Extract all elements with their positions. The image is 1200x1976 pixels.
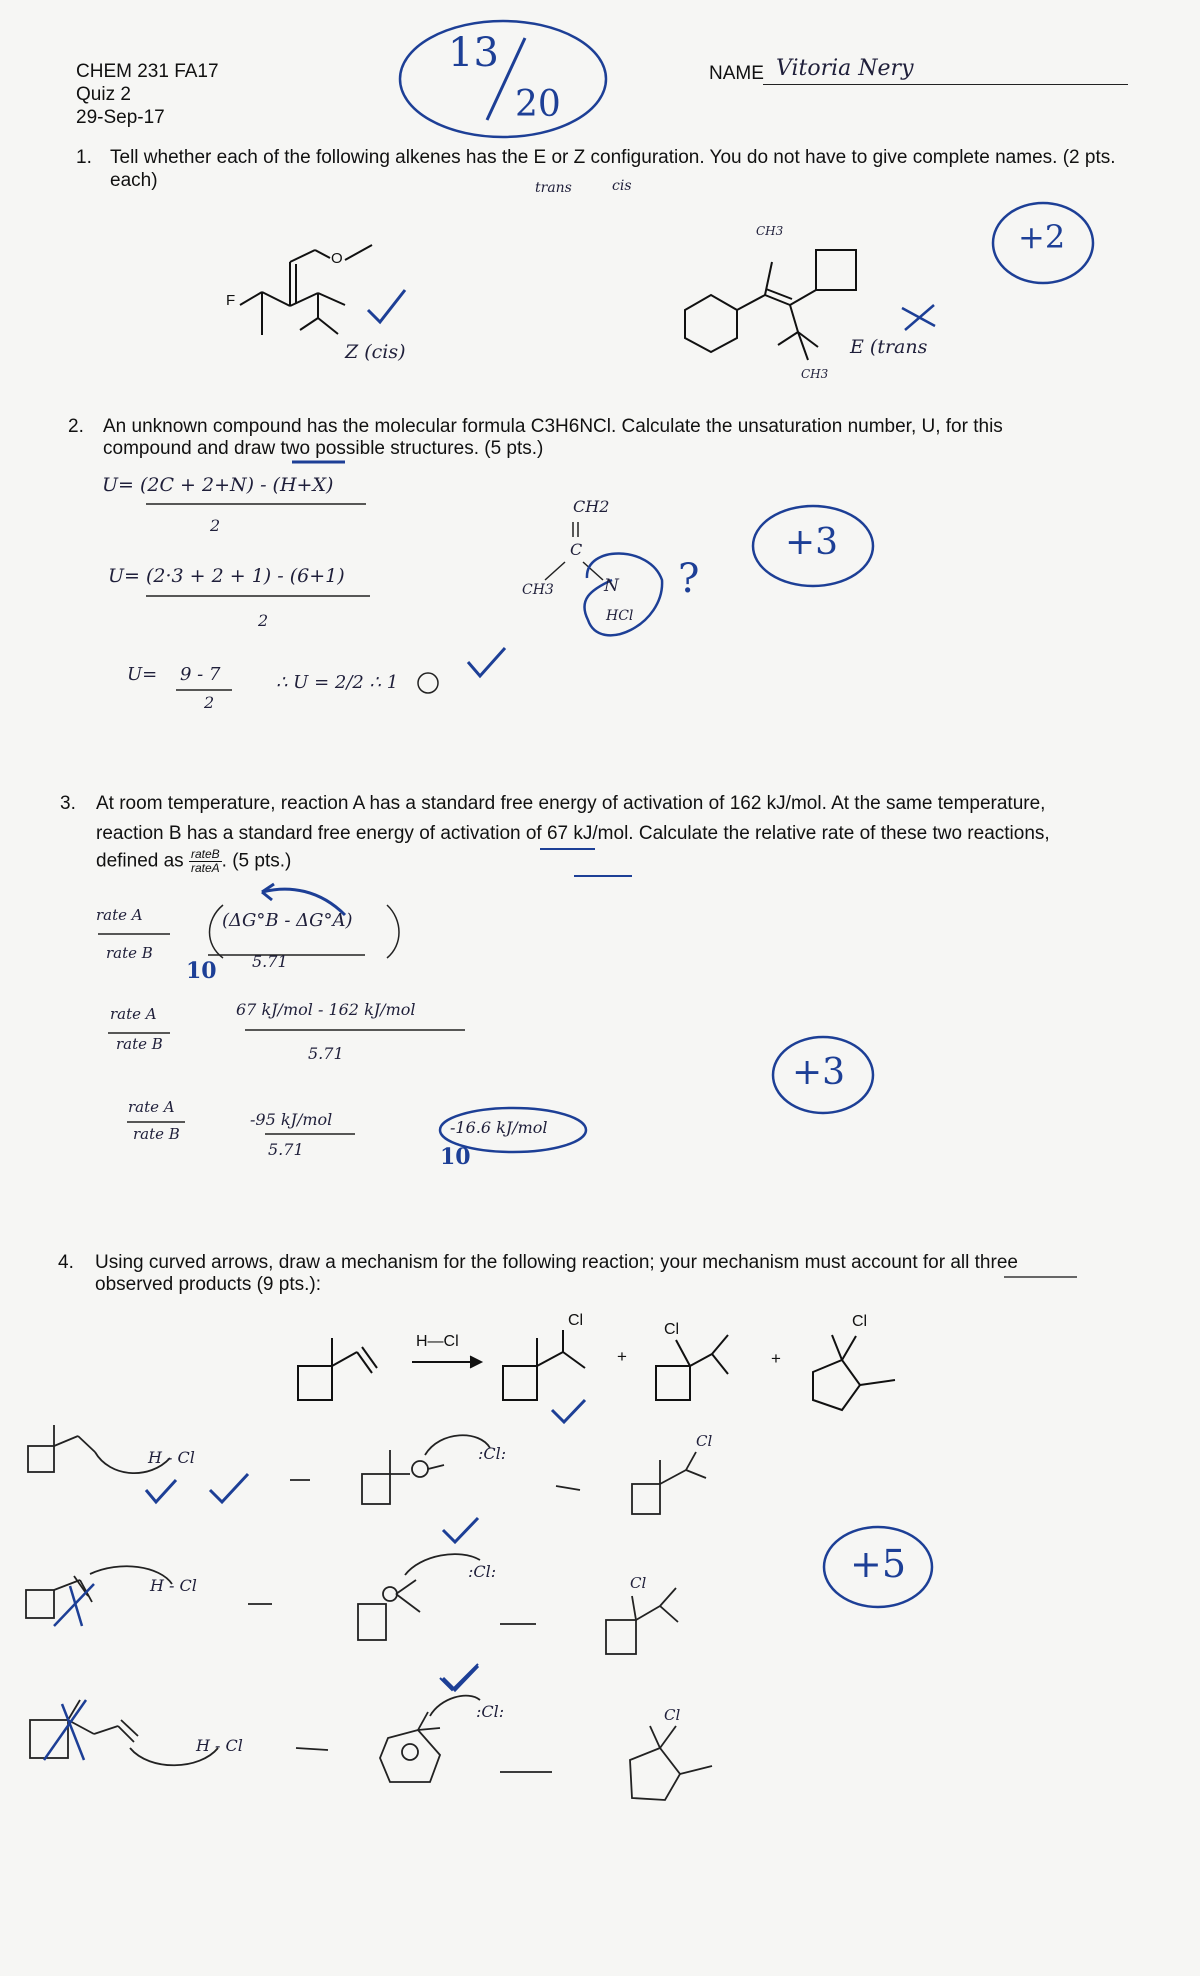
mech-row-3 [30, 1696, 712, 1800]
eq1-numerator: U= (2C + 2+N) - (H+X) [102, 474, 334, 496]
product3-cl: Cl [852, 1313, 868, 1330]
mech-row-2 [26, 1554, 678, 1654]
rate-fraction-num: rateB [190, 847, 220, 861]
eq2-numerator: U= (2·3 + 2 + 1) - (6+1) [108, 565, 345, 587]
struct-c: C [570, 540, 583, 559]
product-3 [813, 1335, 895, 1410]
plus-1: + [617, 1347, 627, 1366]
answer-q1a: Z (cis) [345, 341, 406, 363]
rate-fraction-den: rateA [190, 861, 220, 875]
w3-numerator: -95 kJ/mol [250, 1110, 333, 1129]
r1-product-cl: Cl [696, 1432, 713, 1450]
r1-hcl: H - Cl [148, 1448, 195, 1467]
check-product [552, 1400, 585, 1422]
q2-text-line2: compound and draw two possible structures. (5 pts.) [103, 438, 544, 459]
student-name: Vitoria Nery [776, 56, 914, 81]
reaction-arrow-head [470, 1356, 482, 1368]
q4-line1: Using curved arrows, draw a mechanism for the following reaction; your mechanism must account for all three [95, 1252, 1018, 1273]
answer-circle-q2 [418, 673, 438, 693]
q1-text: Tell whether each of the following alkenes has the E or Z configuration. You do not have to give complete names. (2 pts. each) [110, 147, 1116, 191]
plus-2: + [771, 1349, 781, 1368]
q3-defined-as: defined as [96, 850, 184, 872]
note-cis: cis [612, 178, 632, 194]
q3-points: . (5 pts.) [221, 850, 292, 872]
fluorine-label: F [226, 292, 236, 309]
molecule-2-skeleton [685, 250, 856, 360]
reagent-label: H—Cl [416, 1333, 459, 1350]
answer-q1b: E (trans [850, 336, 928, 358]
q3-line2: reaction B has a standard free energy of activation of 67 kJ/mol. Calculate the relative rate of these two reactions, [96, 823, 1050, 844]
q3-line3 [96, 848, 291, 875]
score-circle [400, 21, 606, 137]
q2-number: 2. [68, 416, 84, 437]
r1-chloride: :Cl: [478, 1444, 507, 1463]
w3-lhs-num: rate A [128, 1098, 175, 1116]
w1-exponent: (ΔG°B - ΔG°A) [222, 910, 353, 931]
w3-lhs-den: rate B [133, 1125, 180, 1143]
quiz-date: 29-Sep-17 [76, 107, 165, 128]
struct-hcl: HCl [606, 608, 634, 624]
note-trans: trans [535, 180, 572, 196]
q2-score: +3 [785, 522, 839, 563]
w1-lhs-den: rate B [106, 944, 153, 962]
rate-fraction [189, 848, 222, 875]
w1-base: 10 [186, 958, 217, 984]
q3-line1: At room temperature, reaction A has a standard free energy of activation of 162 kJ/mol. At the same temperature, [96, 793, 1046, 814]
check-r1c [443, 1518, 478, 1542]
question-mark: ? [678, 556, 700, 602]
check-mark-q1a [368, 290, 405, 322]
eq2-denominator: 2 [258, 611, 269, 630]
ch3-bottom: CH3 [801, 367, 829, 381]
struct-n: N [604, 576, 619, 596]
check-r1a [146, 1480, 176, 1502]
w1-paren-left [210, 905, 224, 958]
wrong-mark-line-2 [905, 305, 934, 330]
product2-cl: Cl [664, 1321, 680, 1338]
check-mark-q2 [468, 648, 505, 676]
eq1-denominator: 2 [210, 516, 221, 535]
ch3-top: CH3 [756, 224, 784, 238]
struct-ch2: CH2 [573, 497, 610, 516]
score-numerator: 13 [448, 30, 499, 76]
r3-product-cl: Cl [664, 1706, 681, 1724]
q4-score: +5 [850, 1542, 907, 1586]
eq3-numerator: 9 - 7 [180, 664, 221, 685]
product1-cl: Cl [568, 1312, 584, 1329]
product-1 [503, 1330, 585, 1400]
course-code: CHEM 231 FA17 [76, 61, 219, 82]
w2-lhs-num: rate A [110, 1005, 157, 1023]
r3-chloride: :Cl: [476, 1702, 505, 1721]
w2-lhs-den: rate B [116, 1035, 163, 1053]
q2-text-line1: An unknown compound has the molecular formula C3H6NCl. Calculate the unsaturation number, U, for this [103, 416, 1003, 437]
reactant [298, 1338, 377, 1400]
r2-chloride: :Cl: [468, 1562, 497, 1581]
w1-den: 5.71 [252, 952, 288, 971]
struct-bond-1 [545, 562, 565, 580]
w2-numerator: 67 kJ/mol - 162 kJ/mol [236, 1000, 416, 1019]
q1-number: 1. [76, 147, 92, 168]
q4-number: 4. [58, 1252, 74, 1273]
score-denominator: 20 [515, 84, 561, 125]
quiz-title: Quiz 2 [76, 84, 131, 105]
q1-score: +2 [1018, 218, 1066, 256]
q4-line2: observed products (9 pts.): [95, 1274, 321, 1295]
w3-answer: -16.6 kJ/mol [450, 1118, 548, 1137]
oxygen-label: O [331, 250, 343, 267]
r2-hcl: H - Cl [150, 1576, 197, 1595]
eq3-denominator: 2 [204, 693, 215, 712]
w3-denominator: 5.71 [268, 1140, 304, 1159]
name-label: NAME [709, 63, 764, 84]
molecule-1-skeleton [240, 245, 372, 335]
struct-ch3: CH3 [522, 582, 554, 598]
mech-row-1 [28, 1425, 706, 1514]
w1-paren-right [387, 905, 399, 958]
eq3-lhs: U= [127, 664, 158, 685]
check-r1b [210, 1474, 248, 1502]
w3-ten: 10 [440, 1144, 471, 1170]
eq3-result: ∴ U = 2/2 ∴ 1 [276, 672, 399, 693]
strike-r2a [54, 1584, 94, 1626]
r2-product-cl: Cl [630, 1574, 647, 1592]
q3-number: 3. [60, 793, 76, 814]
q3-score: +3 [792, 1052, 846, 1093]
r3-hcl: H - Cl [196, 1736, 243, 1755]
product-2 [656, 1335, 728, 1400]
w1-lhs-num: rate A [96, 906, 143, 924]
w2-denominator: 5.71 [308, 1044, 344, 1063]
